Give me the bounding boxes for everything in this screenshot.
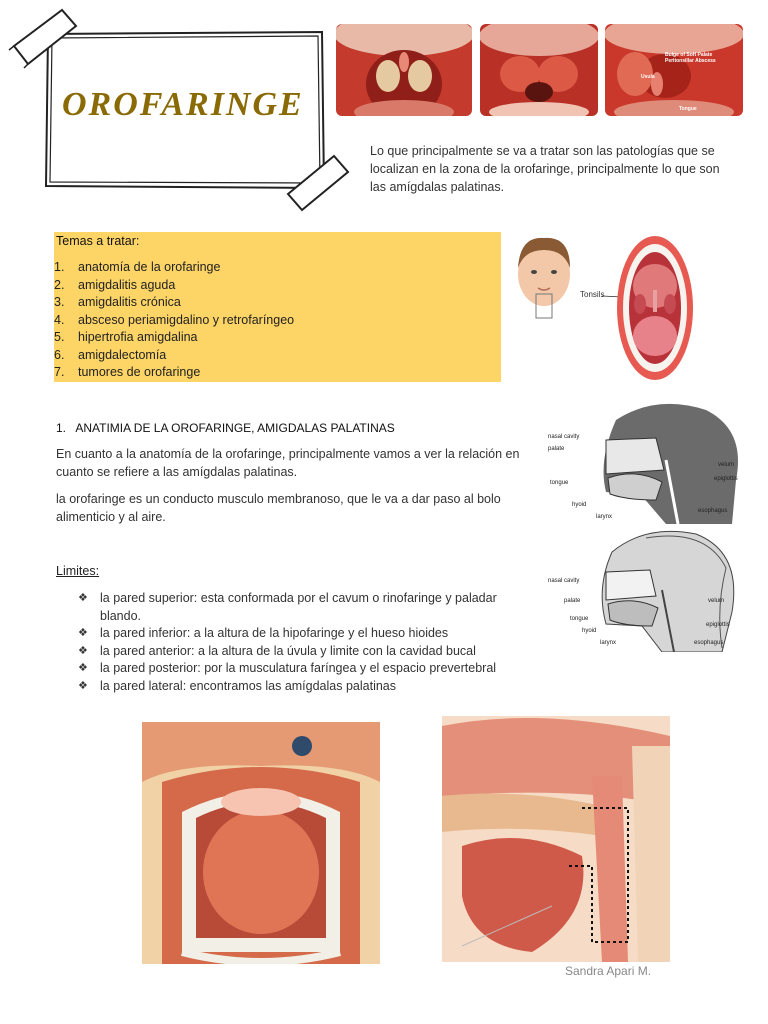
page-title: OROFARINGE (62, 86, 304, 123)
intro-paragraph: Lo que principalmente se va a tratar son las patologías que se localizan en la zona de la orofaringe, principalmente lo que son las amígdalas palatinas. (370, 144, 720, 194)
tape-bottom-right (284, 150, 356, 216)
throat-photo-1 (336, 24, 472, 116)
list-item: ❖ la pared superior: esta conformada por el cavum o rinofaringe y paladar blando. (78, 591, 497, 623)
label-velum: velum (718, 462, 735, 468)
label-palate: palate (564, 598, 581, 604)
tonsils-label: Tonsils (580, 290, 605, 299)
label-palate: palate (548, 446, 565, 452)
label-larynx: larynx (600, 640, 617, 646)
child-face-illustration (508, 232, 580, 322)
label-esophagus: esophagus (698, 508, 728, 514)
photo-label-uvula: Uvula (641, 74, 655, 80)
limits-title: Limites: (56, 564, 100, 578)
photo-label-tongue: Tongue (679, 106, 697, 112)
label-tongue: tongue (570, 616, 589, 622)
limits-list (78, 590, 518, 695)
list-item: ❖ la pared posterior: por la musculatura faríngea y el espacio prevertebral (78, 661, 497, 675)
label-larynx: larynx (596, 514, 613, 520)
paragraph-1: En cuanto a la anatomía de la orofaringe, principalmente vamos a ver la relación en cuanto se refiere a las amígdalas palatinas. (56, 447, 520, 479)
list-item: ❖ la pared anterior: a la altura de la úvula y limite con la cavidad bucal (78, 643, 476, 658)
list-item: 6. amigdalectomía (54, 347, 167, 362)
topics-list (54, 259, 294, 382)
sagittal-diagram-2 (546, 528, 746, 652)
throat-photo-2 (480, 24, 598, 116)
list-item: 3. amigdalitis crónica (54, 295, 181, 309)
label-hyoid: hyoid (572, 502, 587, 508)
label-nasal-cavity: nasal cavity (548, 578, 580, 584)
label-epiglottis: epiglottis (714, 476, 738, 482)
author-footer: Sandra Apari M. (565, 964, 652, 978)
label-esophagus: esophagus (694, 640, 724, 646)
sagittal-section-illustration (442, 716, 670, 962)
photo-label-bulge: Bulge of Soft Palate Peritonsillar Abscess (665, 52, 716, 64)
label-tongue: tongue (550, 480, 569, 486)
oral-cavity-illustration (142, 722, 380, 964)
list-item: 2. amigdalitis aguda (54, 277, 176, 292)
list-item: ❖ la pared inferior: a la altura de la hipofaringe y el hueso hioides (78, 626, 449, 640)
open-mouth-illustration (614, 232, 696, 384)
tape-top-left (6, 6, 82, 72)
list-item: 7. tumores de orofaringe (54, 365, 201, 379)
label-nasal-cavity: nasal cavity (548, 434, 580, 440)
label-hyoid: hyoid (582, 628, 597, 634)
label-epiglottis: epiglottis (706, 622, 730, 628)
list-item: 4. absceso periamigdalino y retrofaríngeo (54, 312, 295, 327)
list-item: 5. hipertrofia amigdalina (54, 330, 198, 344)
paragraph-2: la orofaringe es un conducto musculo membranoso, que le va a dar paso al bolo alimenticio y al aire. (56, 492, 501, 524)
section-heading: 1. ANATIMIA DE LA OROFARINGE, AMIGDALAS PALATINAS (56, 421, 395, 435)
throat-photo-3 (605, 24, 743, 116)
list-item: 1. anatomía de la orofaringe (54, 260, 221, 274)
label-velum: velum (708, 598, 725, 604)
topics-title: Temas a tratar: (56, 234, 140, 248)
sagittal-diagram-1 (546, 400, 746, 524)
list-item: ❖ la pared lateral: encontramos las amígdalas palatinas (78, 678, 397, 693)
